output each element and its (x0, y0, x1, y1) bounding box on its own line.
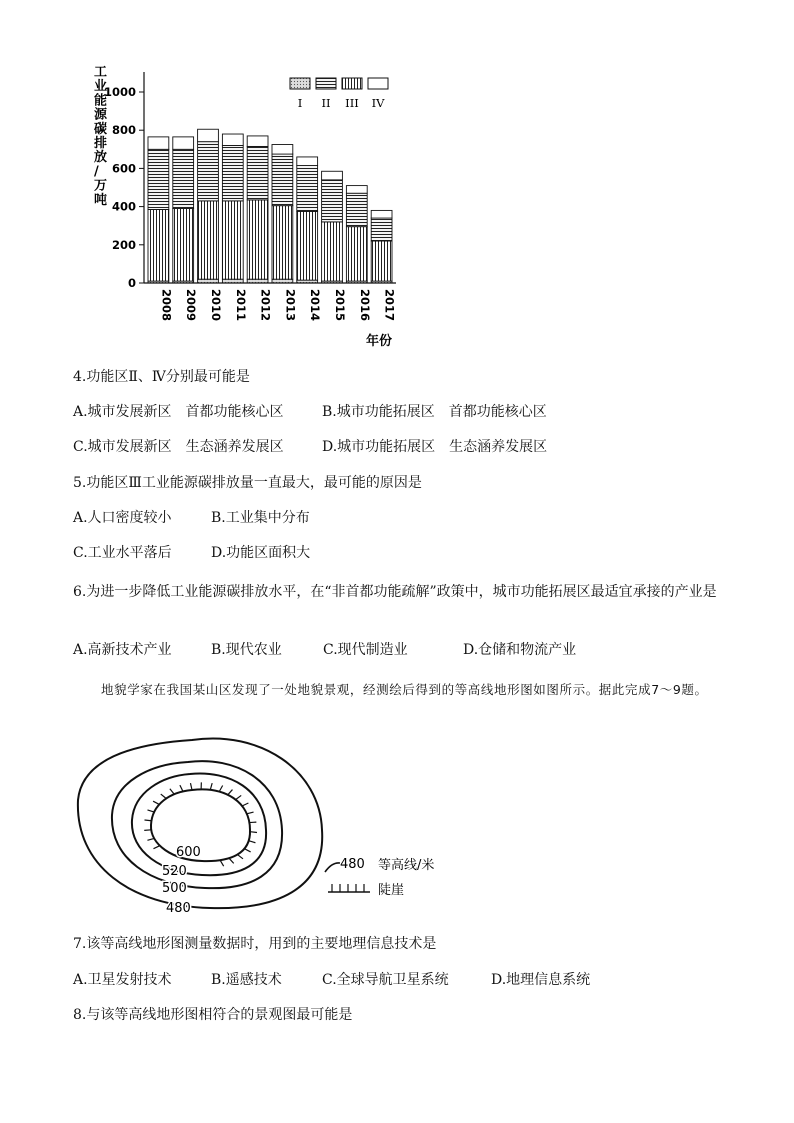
bar-2010-IV (198, 129, 219, 141)
cliff-tick (190, 783, 192, 790)
q6-stem: 6.为进一步降低工业能源碳排放水平，在“非首都功能疏解”政策中，城市功能拓展区最适宜承接的产业是 (73, 584, 717, 600)
bar-2017-IV (371, 210, 392, 218)
contour-label-600: 600 (176, 845, 201, 860)
carbon-emission-chart (80, 62, 410, 352)
y-tick-label: 1000 (103, 85, 136, 99)
bar-2010-III (198, 201, 219, 279)
cliff-tick (153, 801, 159, 804)
cliff-tick (220, 860, 224, 866)
y-tick-label: 800 (111, 123, 136, 138)
q4-stem: 4.功能区Ⅱ、Ⅳ分别最可能是 (73, 369, 250, 385)
cliff-tick (242, 803, 248, 806)
x-tick-label: 2010 (209, 289, 223, 322)
passage-intro: 地貌学家在我国某山区发现了一处地貌景观，经测绘后得到的等高线地形图如图所示。据此完成7～9题。 (101, 682, 708, 697)
y-axis (104, 72, 144, 290)
bar-2011-IV (222, 134, 243, 145)
cliff-tick (147, 810, 154, 812)
q4-option-d[interactable]: D.城市功能拓展区 生态涵养发展区 (322, 439, 548, 455)
q6-option-a[interactable]: A.高新技术产业 (73, 642, 172, 658)
contour-label-520: 520 (162, 864, 187, 879)
contour-480 (78, 738, 322, 908)
bar-2012-II (247, 146, 268, 199)
q6-option-d[interactable]: D.仓储和物流产业 (463, 642, 577, 658)
cliff-tick (144, 830, 151, 831)
y-tick-label: 200 (111, 237, 136, 252)
cliff-tick (210, 783, 212, 790)
legend-swatch-III (342, 78, 362, 89)
legend-contour-text: 等高线/米 (378, 858, 435, 873)
bar-2012-IV (247, 136, 268, 147)
y-axis-label: 工业能源碳排放/万吨 (94, 65, 108, 208)
legend-contour-value: 480 (340, 857, 365, 872)
q8-stem: 8.与该等高线地形图相符合的景观图最可能是 (73, 1007, 353, 1023)
bar-2013-II (272, 154, 293, 206)
q7-option-a[interactable]: A.卫星发射技术 (73, 972, 172, 988)
contour-label-480: 480 (166, 901, 191, 916)
contour-500 (112, 761, 282, 888)
bar-2016-IV (346, 186, 367, 194)
q7-option-c[interactable]: C.全球导航卫星系统 (322, 972, 449, 988)
q4-option-b[interactable]: B.城市功能拓展区 首都功能核心区 (322, 404, 547, 420)
cliff-tick (250, 832, 257, 833)
cliff-tick (170, 789, 174, 794)
q6-option-b[interactable]: B.现代农业 (211, 642, 282, 658)
x-tick-label: 2017 (382, 289, 397, 322)
x-tick-label: 2014 (308, 289, 323, 322)
bar-2013-IV (272, 145, 293, 155)
legend-swatch-I (290, 78, 310, 89)
legend-label-II: II (321, 96, 331, 110)
bar-2012-III (247, 200, 268, 279)
cliff-tick (236, 795, 242, 799)
contour-map (70, 730, 470, 920)
chart-legend (290, 78, 388, 110)
bar-2014-II (297, 166, 318, 212)
x-axis-label: 年份 (366, 334, 393, 349)
y-tick-label: 400 (111, 199, 136, 214)
bar-2008-II (148, 149, 169, 209)
bar-2009-IV (173, 137, 194, 149)
cliff-tick (249, 841, 256, 843)
cliff-tick (161, 794, 166, 798)
cliff-tick (144, 820, 151, 821)
q6-option-c[interactable]: C.现代制造业 (323, 642, 408, 658)
y-tick-label: 0 (127, 276, 136, 290)
q4-option-a[interactable]: A.城市发展新区 首都功能核心区 (73, 404, 284, 420)
contour-label-500: 500 (162, 881, 187, 896)
bar-2008-III (148, 209, 169, 281)
x-tick-label: 2009 (184, 289, 199, 322)
x-tick-label: 2011 (233, 289, 248, 322)
bar-2016-III (346, 227, 367, 281)
q5-option-a[interactable]: A.人口密度较小 (73, 510, 172, 526)
legend-cliff-symbol (328, 884, 370, 892)
bar-2017-II (371, 218, 392, 241)
cliff-tick (180, 785, 183, 791)
cliff-tick (229, 858, 234, 863)
legend-cliff-text: 陡崖 (378, 883, 405, 898)
q4-option-c[interactable]: C.城市发展新区 生态涵养发展区 (73, 439, 284, 455)
q5-option-c[interactable]: C.工业水平落后 (73, 545, 172, 561)
q7-stem: 7.该等高线地形图测量数据时，用到的主要地理信息技术是 (73, 936, 437, 952)
legend-label-I: I (297, 96, 303, 110)
q5-option-b[interactable]: B.工业集中分布 (211, 510, 310, 526)
legend-contour-line (325, 863, 340, 872)
bar-2013-III (272, 206, 293, 280)
bar-2011-II (222, 145, 243, 200)
bar-2016-II (346, 193, 367, 226)
bar-2014-IV (297, 157, 318, 166)
x-tick-label: 2012 (258, 289, 273, 322)
bar-2015-III (322, 222, 343, 281)
legend-swatch-II (316, 78, 336, 89)
y-tick-label: 600 (111, 161, 136, 176)
bar-2010-II (198, 142, 219, 201)
cliff-tick (147, 838, 154, 840)
x-tick-label: 2013 (283, 289, 298, 322)
q7-option-b[interactable]: B.遥感技术 (211, 972, 282, 988)
bar-2014-III (297, 211, 318, 280)
cliff-tick (244, 849, 250, 852)
x-tick-label: 2016 (357, 289, 372, 322)
bar-2015-II (322, 180, 343, 222)
q7-option-d[interactable]: D.地理信息系统 (491, 972, 591, 988)
legend-label-IV: IV (371, 96, 385, 110)
bar-2011-III (222, 201, 243, 279)
bar-2008-IV (148, 137, 169, 149)
cliff-tick (228, 790, 233, 795)
cliff-tick (237, 855, 243, 859)
cliff-tick (219, 786, 222, 792)
cliff-tick (247, 812, 254, 814)
q5-stem: 5.功能区Ⅲ工业能源碳排放量一直最大，最可能的原因是 (73, 475, 422, 491)
bar-2009-II (173, 149, 194, 208)
legend-label-III: III (345, 96, 359, 110)
cliff-tick (153, 846, 159, 849)
bar-group (148, 129, 392, 283)
x-tick-label: 2008 (159, 289, 174, 322)
bar-2017-III (371, 241, 392, 281)
legend-swatch-IV (368, 78, 388, 89)
x-axis (144, 283, 397, 321)
x-tick-label: 2015 (333, 289, 347, 322)
bar-2015-IV (322, 171, 343, 180)
q5-option-d[interactable]: D.功能区面积大 (211, 545, 311, 561)
bar-2009-III (173, 209, 194, 282)
